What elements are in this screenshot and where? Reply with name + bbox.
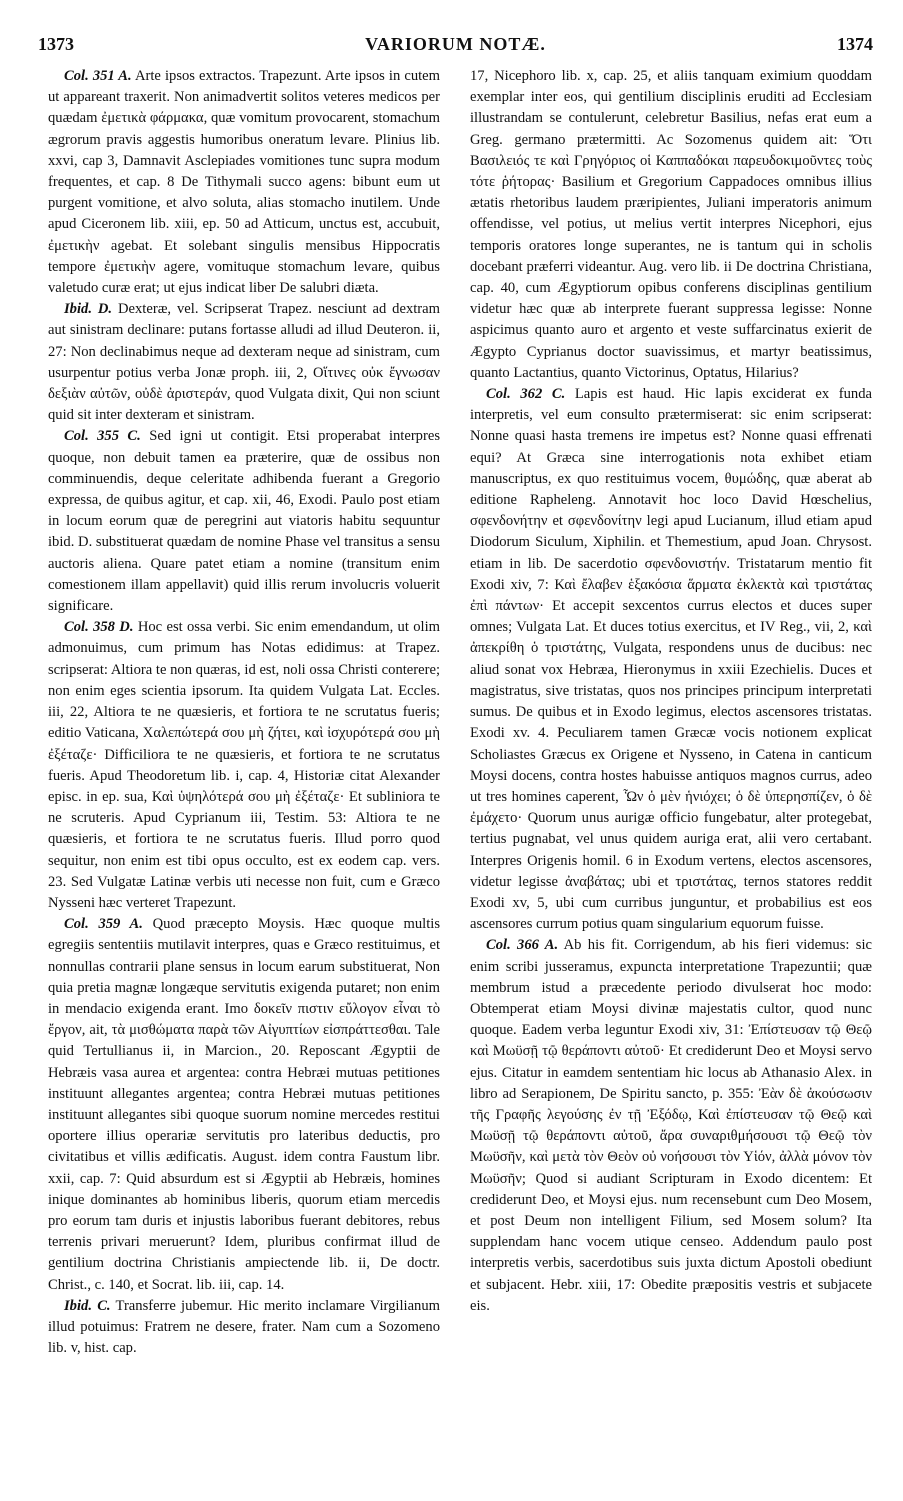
- note-paragraph: [48, 66, 440, 299]
- note-text: Ab his fit. Corrigendum, ab his fieri videmus: sic enim scribi jusseramus, expuncta interpretatione Trapezuntii; quæ membrum istud a præcedente periodo divulserat hoc modo: Obtemperat etiam Moysi divinæ majestatis cultor, quod nunc quoque. Eadem verba leguntur Exodi xiv, 31: Ἐπίστευσαν τῷ Θεῷ καὶ Μωϋσῇ τῷ θεράποντι αὐτοῦ· Et crediderunt Deo et Moysi servo ejus. Citatur in eamdem sententiam hic locus ab Athanasio Alex. in libro ad Serapionem, De Spiritu sancto, p. 355: Ἐὰν δὲ ἀκούσωσιν τῆς Γραφῆς λεγούσης ἐν τῇ Ἐξόδῳ, Καὶ ἐπίστευσαν τῷ Θεῷ καὶ Μωϋσῇ τῷ θεράποντι αὐτοῦ, ἄρα συναριθμήσουσι τῷ Θεῷ τὸν Μωϋσῆν, καὶ μετὰ τὸν Θεὸν οὐ νοήσουσι τὸν Υἱόν, ἀλλὰ μόνον τὸν Μωϋσῆν; Quod si audiant Scripturam in Exodo dicentem: Et crediderunt Deo, et Moysi ejus. num recensebunt cum Deo Mosem, et post Deum non intelligent Filium, sed Mosem solum? Ita supplendam hanc vocem utique censeo. Addendum paulo post interpretis verbis, sacerdotibus suis juxta dictum Apostoli obediunt et subjacent. Hebr. xiii, 17: Obedite præpositis vestris et subjacete eis.: [470, 937, 872, 1314]
- note-paragraph: [48, 1296, 440, 1360]
- right-column: [470, 66, 872, 1476]
- note-text: Sed igni ut contigit. Etsi properabat interpres quoque, non debuit tamen ea præterire, quæ de ossibus non comminuendis, deque celeritate adhibenda fuerant a Gregorio expressa, de quibus agitur, et cap. xii, 46, Exodi. Paulo post etiam in locum eorum quæ de peregrini aut viatoris habitu sequuntur ibid. D. substituerat quædam de nomine Phase vel transitus a sensu auctoris aliena. Quare patet etiam a nomine (transitum enim comestionem illam appellavit) quid illis rerum involucris voluerit significare.: [48, 428, 440, 615]
- note-reference: Col. 351 A.: [64, 68, 132, 84]
- left-column: [48, 66, 440, 1476]
- note-text: 17, Nicephoro lib. x, cap. 25, et aliis tanquam eximium quoddam exemplar inter eos, qui gentilium disciplinis eruditi ad Ecclesiam illustrandam se contulerunt, celebretur Basilius, nefas erat eum a Greg. germano prætermitti. Ac Sozomenus quidem ait: Ὅτι Βασιλειός τε καὶ Γρηγόριος οἱ Καππαδόκαι παρευδοκιμοῦντες τοὺς τότε ῥήτορας· Basilium et Gregorium Cappadoces omnibus illius ætatis rhetoribus laudem præripientes, Juliani imperatoris animum offendisse, vel potius, ut melius vertit interpres Nicephori, ejus temporis oratores longe superantes, ne is tantum qui in scholis docebant præferri videantur. Aug. vero lib. ii De doctrina Christiana, cap. 40, cum Ægyptiorum opibus conferens disciplinas gentilium videtur hæc quæ ab interprete fuerant suppressa legisse: Nonne aspicimus quanto auro et argento et veste suffarcinatus exierit de Ægypto Cyprianus doctor suavissimus, et martyr beatissimus, quanto Lactantius, quanto Victorinus, Optatus, Hilarius?: [470, 68, 872, 381]
- running-title: VARIORUM NOTÆ.: [365, 34, 546, 54]
- page-number-left: 1373: [38, 34, 74, 54]
- note-reference: Ibid. D.: [64, 301, 113, 318]
- note-text: Dexteræ, vel. Scripserat Trapez. nesciunt ad dextram aut sinistram declinare: putans fortasse alludi ad illud Deuteron. ii, 27: Non declinabimus neque ad dexteram neque ad sinistram, cum usurpentur potius verba Jonæ proph. iii, 2, Οἵτινες οὐκ ἔγνωσαν δεξιὰν αὐτῶν, οὐδὲ ἀριστεράν, quod Vulgata dixit, Qui non sciunt quid sit inter dexteram et sinistram.: [48, 301, 440, 424]
- note-reference: Col. 366 A.: [486, 937, 559, 954]
- page-number-right: 1374: [837, 34, 873, 54]
- note-paragraph: [48, 914, 440, 1296]
- note-paragraph: [48, 426, 440, 617]
- note-text: Hoc est ossa verbi. Sic enim emendandum, ut olim admonuimus, cum primum has Notas edidimus: at Trapez. scripserat: Altiora te non quæras, id est, noli ossa Christi conterere; non enim eges scientia ipsorum. Ita quidem Vulgata Lat. Eccles. iii, 22, Altiora te ne quæsieris, et fortiora te ne scrutatus fueris; editio Vaticana, Χαλεπώτερά σου μὴ ζήτει, καὶ ἰσχυρότερά σου μὴ ἐξέταζε· Difficiliora te ne quæsieris, et fortiora te ne scrutatus fueris. Apud Theodoretum lib. i, cap. 4, Historiæ citat Alexander episc. in ep. sua, Καὶ ὑψηλότερά σου μὴ ἐξέταζε· Et subliniora te ne scruteris. Apud Cyprianum iii, Testim. 53: Altiora te ne quæsieris, et fortiora te ne scrutatus fueris. Illud porro quod sequitur, non enim est tibi opus occulto, est ex eodem cap. vers. 23. Sed Vulgatæ Latinæ verbis uti necesse non fuit, cum e Græco Nysseni hæc verteret Trapezunt.: [48, 619, 440, 911]
- note-reference: Col. 362 C.: [486, 386, 566, 403]
- note-paragraph: [470, 384, 872, 935]
- note-paragraph: [470, 935, 872, 1317]
- note-reference: Col. 359 A.: [64, 916, 143, 933]
- note-text: Transferre jubemur. Hic merito inclamare Virgilianum illud potuimus: Fratrem ne desere, frater. Nam cum a Sozomeno lib. v, hist. cap.: [48, 1297, 440, 1357]
- note-paragraph: [470, 66, 872, 384]
- running-header: [38, 34, 873, 64]
- note-reference: Col. 355 C.: [64, 428, 141, 445]
- note-text: Quod præcepto Moysis. Hæc quoque multis egregiis sententiis mutilavit interpres, quas e Græco restituimus, et nonnullas contrarii plane sensus in locum earum substituerat, Non quia pretia magnæ longæque servitutis exigenda putaret; non enim in mendacio exigenda erant. Imo δοκεῖν πιστιν εὔλογον εἶναι τὸ ἔργον, ait, τὰ μισθώματα παρὰ τῶν Αἰγυπτίων εἰσπράττεσθαι. Tale quid Tertullianus ii, in Marcion., 20. Reposcant Ægyptii de Hebræis vasa aurea et argentea: contra Hebræi mutuas petitiones instituunt allegantes argentea; contra Hebræi mutuas petitiones instituunt allegantes sibi quoque suorum nomine mercedes restitui oportere illius operariæ servitutis pro lateribus deductis, pro civitatibus et villis ædificatis. August. idem contra Faustum libr. xxii, cap. 7: Quid absurdum est si Ægyptii ab Hebræis, homines inique dominantes ab hominibus liberis, quorum etiam mercedis pro eorum tam duris et injustis laboribus fuerant debitores, rebus terrenis privari meruerunt? Idem, pluribus confirmat illud de gentilium doctrina Christianis ampiectende lib. ii, De doctr. Christ., c. 140, et Socrat. lib. iii, cap. 14.: [48, 916, 440, 1293]
- note-reference: Col. 358 D.: [64, 619, 134, 636]
- note-paragraph: [48, 299, 440, 426]
- note-reference: Ibid. C.: [64, 1297, 111, 1314]
- note-paragraph: [48, 617, 440, 914]
- note-text: Lapis est haud. Hic lapis exciderat ex funda interpretis, vel eum consulto prætermiserat: sic enim scripserat: Nonne quasi hasta tremens ire impetus est? Nonne quasi effrenati equi? At Græca sine interrogationis nota exhibet etiam manuscriptus, ex quo restituimus vocem, θυμώδης, quæ aberat ab editione Rapheleng. Annotavit hoc loco David Hœschelius, σφενδονήτην et σφενδονίτην legi apud Lucianum, illud etiam apud Diodorum Siculum, Xiphilin. et Themestium, apud Joan. Chrysost. etiam in lib. De sacerdotio σφενδονιστήν. Tristatarum mentio fit Exodi xiv, 7: Καὶ ἔλαβεν ἑξακόσια ἅρματα ἐκλεκτὰ καὶ τριστάτας ἐπὶ πάντων· Et accepit sexcentos currus electos et duces super omnes; Vulgata Lat. Et duces totius exercitus, et IV Reg., vii, 2, καὶ ἀπεκρίθη ὁ τριστάτης, Vulgata, respondens unus de ducibus: nec aliud sonat vox Hebræa, Hieronymus in xxiii Ezechielis. Duces et magistratus, sive tristatas, quos nos principes principum interpretati sumus. De quibus et in Exodo legimus, electos ascensores tristatas. Exodi xv. 4. Peculiarem tamen Græcæ vocis notionem explicat Scholiastes Græcus ex Origene et Nysseno, in Catena in canticum Moysi docens, contra hostes habuisse antiquos magnos currus, adeo ut tres homines caperent, Ὧν ὁ μὲν ἡνιόχει; ὁ δὲ ὑπερησπίζεν, ὁ δὲ ἐμάχετο· Quorum unus aurigæ officio fungebatur, alter protegebat, tertius pugnabat, vel unus quidem auriga erat, alii vero certabant. Interpres Origenis homil. 6 in Exodum vertens, electos ascensores, videtur legisse ἀναβάτας; ubi et τριστάτας, ternos statores reddit Exodi xv, 5, ubi cum curribus junguntur, et probabilius est eos ascensores currum potius quam singularium equorum fuisse.: [470, 386, 872, 933]
- note-text: Arte ipsos extractos. Trapezunt. Arte ipsos in cutem ut appareant traxerit. Non animadvertit solitos veteres medicos per quædam ἐμετικὰ φάρμακα, quæ vomitum provocarent, stomachum ægrorum pravis aggestis humoribus oneratum levare. Plinius lib. xxvi, cap 3, Damnavit Asclepiades vomitiones tunc supra modum frequentes, et cap. 8 De Tithymali succo agens: bibunt eum ut purgent vomitione, et alvo soluta, alias stomacho inutilem. Unde apud Ciceronem lib. xiii, ep. 50 ad Atticum, unctus est, accubuit, ἐμετικὴν agebat. Et solebant singulis mensibus Hippocratis tempore ἐμετικὴν agere, vomituque stomachum levare, quibus valetudo curæ erat; ut ejus indicat liber De salubri diæta.: [48, 68, 440, 297]
